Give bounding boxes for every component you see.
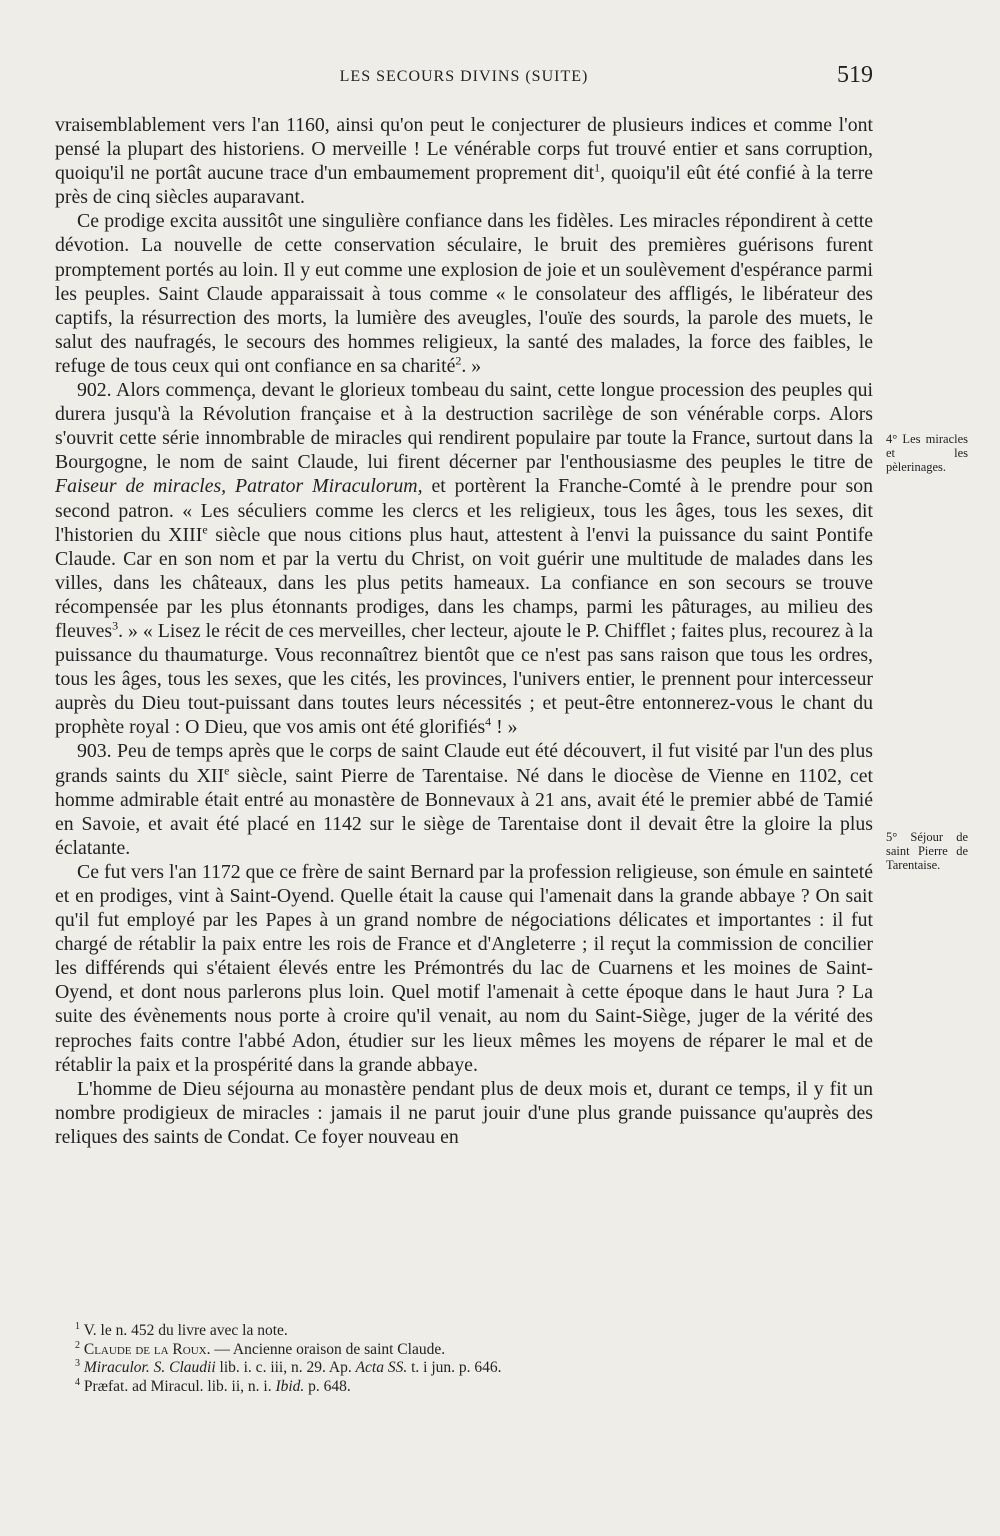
paragraph-1: vraisemblablement vers l'an 1160, ainsi qu'on peut le conjecturer de plusieurs indices et comme l'ont pensé la plupart des historiens. O merveille ! Le vénérable corps fut trouvé entier et sans corruption, quoiqu'il ne portât aucune trace d'un embaumement proprement dit$^1$, quoiqu'il eût été confié à la terre près de cinq siècles auparavant.: [55, 114, 873, 209]
section-number-903: 903.: [77, 740, 112, 763]
footnote-4: $^4$ Præfat. ad Miracul. lib. ii, n. i. Ibid. p. 648.: [75, 1376, 351, 1395]
main-text: [55, 113, 873, 1149]
paragraph-5: Ce fut vers l'an 1172 que ce frère de saint Bernard par la profession religieuse, son émule en sainteté et en prodiges, vint à Saint-Oyend. Quelle était la cause qui l'amenait dans la grande abbaye ? On sait qu'il fut employé par les Papes à un grand nombre de négociations délicates et importantes : il fut chargé de rétablir la paix entre les rois de France et d'Angleterre ; il reçut la commission de concilier les différends qui s'étaient élevés entre les Prémontrés du lac de Cuarnens et les moines de Saint-Oyend, et dont nous parlerons plus loin. Quel motif l'amenait à cette époque dans le haut Jura ? La suite des évènements nous porte à croire qu'il venait, au nom du Saint-Siège, juger de la vérité des reproches faits contre l'abbé Adon, étudier sur les lieux mêmes les moyens de réparer le mal et de rétablir la paix et la prospérité dans la grande abbaye.: [55, 860, 873, 1076]
footnote-3: $^3$ Miraculor. S. Claudii lib. i. c. iii, n. 29. Ap. Acta SS. t. i jun. p. 646.: [75, 1357, 502, 1376]
italic-title: Faiseur de miracles, Patrator Miraculorum,: [55, 475, 423, 498]
paragraph-902: 902. Alors commença, devant le glorieux tombeau du saint, cette longue procession des peuples qui durera jusqu'à la Révolution française et à la destruction sacrilège de son vénérable corps. Alors s'ouvrit cette série innombrable de miracles qui rendirent populaire par toute la France, surtout dans la Bourgogne, le nom de saint Claude, lui firent décerner par l'enthousiasme des peuples le titre de Faiseur de miracles, Patrator Miraculorum, et portèrent la Franche-Comté à le prendre pour son second patron. « Les séculiers comme les clercs et les religieux, tous les âges, tous les sexes, dit l'historien du XIIIe siècle que nous citions plus haut, attestent à l'envi la puissance du saint Pontife Claude. Car en son nom et par la vertu du Christ, on voit guérir une multitude de malades dans les villes, dans les châteaux, dans les plus petits hameaux. La confiance en son secours se trouve récompensée par les plus étonnants prodiges, dans les champs, parmi les pâturages, au milieu des fleuves$^3$. » « Lisez le récit de ces merveilles, cher lecteur, ajoute le P. Chifflet ; faites plus, recourez à la puissance du thaumaturge. Vous reconnaîtrez bientôt que ce n'est pas sans raison que tous les ordres, tous les âges, tous les sexes, que les cités, les provinces, l'univers entier, le prennent pour intercesseur auprès du Dieu tout-puissant dans toutes leurs nécessités ; et peut-être entonnerez-vous le chant du prophète royal : O Dieu, que vos amis ont été glorifiés$^4$ ! »: [55, 379, 874, 739]
footnote-1: $^1$ V. le n. 452 du livre avec la note.: [75, 1320, 288, 1339]
page-header: [55, 62, 873, 96]
footnotes: [75, 1322, 875, 1396]
footnote-2: $^2$ Claude de la Roux. — Ancienne oraison de saint Claude.: [75, 1339, 446, 1358]
running-title: LES SECOURS DIVINS (SUITE): [339, 68, 589, 85]
sidenote-miracles: 4° Les miracles et les pèlerinages.: [886, 432, 968, 474]
footnote-ref-2: 2: [455, 353, 462, 368]
footnote-ref-1: 1: [594, 160, 601, 175]
sidenote-sejour: 5° Séjour de saint Pierre de Tarentaise.: [886, 830, 968, 872]
section-number-902: 902.: [77, 379, 112, 402]
paragraph-6: L'homme de Dieu séjourna au monastère pendant plus de deux mois et, durant ce temps, il y fit un nombre prodigieux de miracles : jamais il ne parut jouir d'une plus grande puissance qu'auprès des reliques des saints de Condat. Ce foyer nouveau en: [55, 1077, 873, 1148]
paragraph-2: Ce prodige excita aussitôt une singulière confiance dans les fidèles. Les miracles répondirent à cette dévotion. La nouvelle de cette conservation séculaire, le bruit des premières guérisons furent promptement portés au loin. Il y eut comme une explosion de joie et un soulèvement d'espérance parmi les peuples. Saint Claude apparaissait à tous comme « le consolateur des affligés, le libérateur des captifs, la résurrection des morts, la lumière des aveugles, l'ouïe des sourds, la parole des muets, le salut des naufragés, le secours des hommes religieux, la santé des malades, la force des faibles, le refuge de tous ceux qui ont confiance en sa charité$^2$. »: [55, 210, 873, 377]
footnote-ref-3: 3: [112, 618, 119, 633]
page-number: 519: [837, 62, 873, 88]
footnote-ref-4: 4: [485, 714, 492, 729]
paragraph-903: 903. Peu de temps après que le corps de saint Claude eut été découvert, il fut visité par l'un des plus grands saints du XIIe siècle, saint Pierre de Tarentaise. Né dans le diocèse de Vienne en 1102, cet homme admirable était entré au monastère de Bonnevaux à 21 ans, avait été le premier abbé de Tamié en Savoie, et avait été placé en 1142 sur le siège de Tarentaise dont il devait être la gloire la plus éclatante.: [55, 740, 873, 859]
